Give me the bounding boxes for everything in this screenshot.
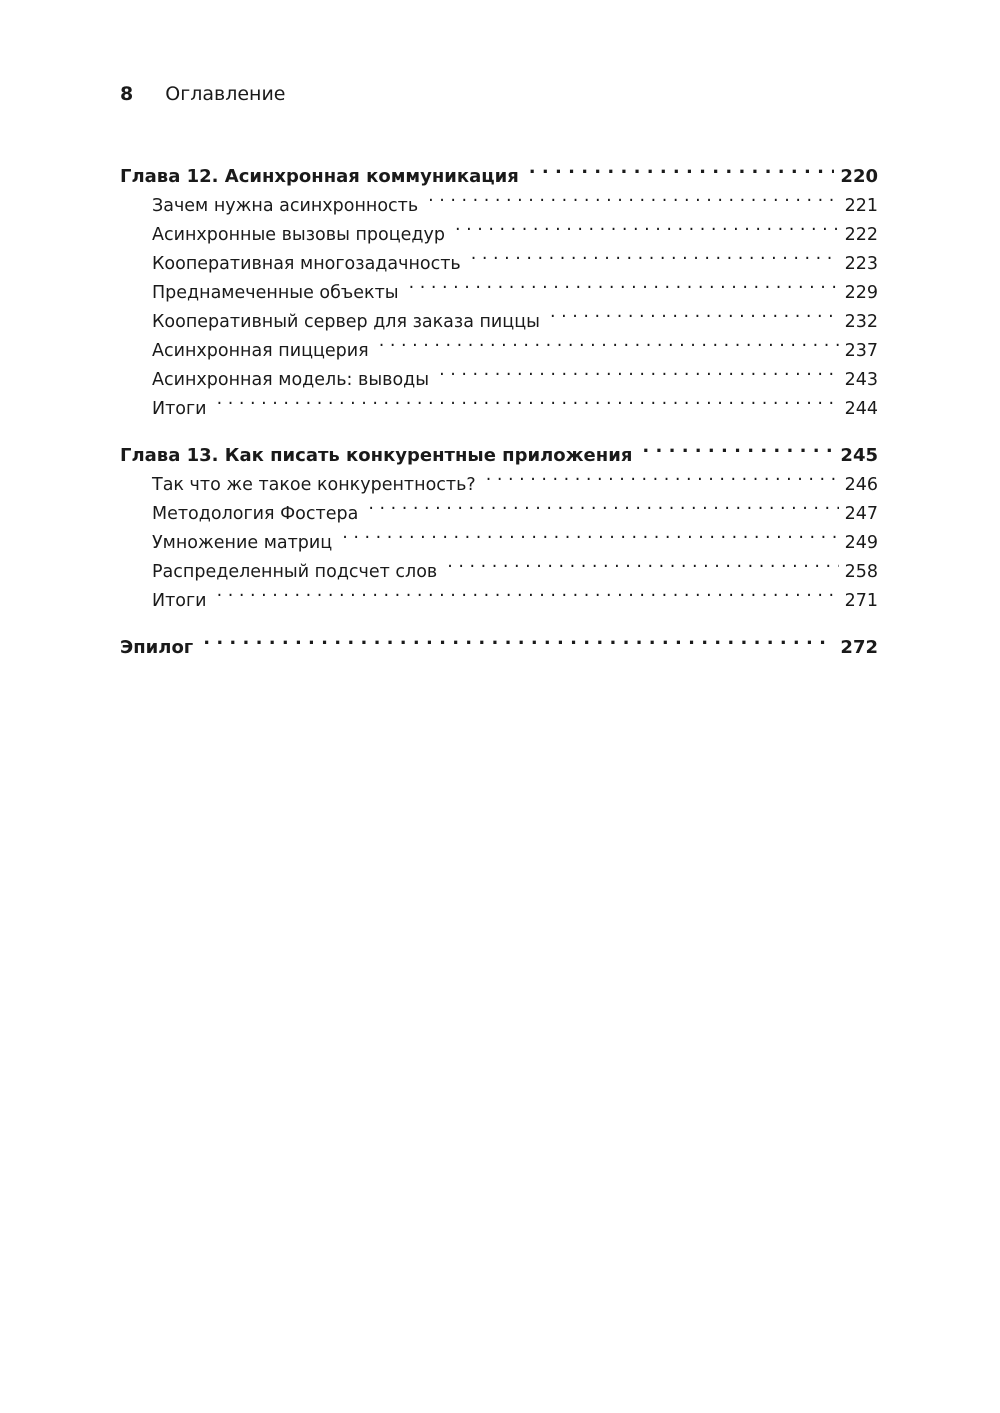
toc-entry-title: Асинхронные вызовы процедур	[152, 225, 445, 245]
toc-entry-title: Умножение матриц	[152, 533, 333, 553]
toc-leader-dots	[529, 153, 835, 182]
toc-entry-title: Так что же такое конкурентность?	[152, 475, 476, 495]
page-number: 8	[120, 83, 134, 105]
toc-section-chapter-13	[120, 432, 878, 611]
toc-epilogue-entry[interactable]	[120, 624, 878, 658]
toc-page-number: 245	[840, 445, 878, 466]
toc-leader-dots	[368, 490, 838, 519]
toc-entry-title: Зачем нужна асинхронность	[152, 196, 419, 216]
toc-leader-dots	[471, 240, 839, 269]
toc-entry-title: Кооперативная многозадачность	[152, 254, 461, 274]
toc-page-number: 220	[840, 166, 878, 187]
toc-entry-title: Преднамеченные объекты	[152, 283, 399, 303]
toc-leader-dots	[455, 211, 839, 240]
toc-leader-dots	[550, 298, 839, 327]
toc-leader-dots	[342, 519, 838, 548]
toc-page-number: 246	[844, 475, 878, 495]
toc-page-number: 221	[844, 196, 878, 216]
toc-page-number: 258	[844, 562, 878, 582]
running-title: Оглавление	[165, 83, 286, 105]
toc-entry-title: Распределенный подсчет слов	[152, 562, 438, 582]
toc-page-number: 232	[844, 312, 878, 332]
toc-page-number: 247	[844, 504, 878, 524]
toc-entry-title: Итоги	[152, 591, 207, 611]
toc-chapter-title: Глава 12. Асинхронная коммуникация	[120, 166, 519, 187]
toc-chapter-entry[interactable]	[120, 432, 878, 466]
table-of-contents	[120, 153, 878, 671]
toc-leader-dots	[379, 327, 839, 356]
toc-leader-dots	[217, 385, 839, 414]
toc-entry-title: Кооперативный сервер для заказа пиццы	[152, 312, 540, 332]
toc-entry-title: Асинхронная модель: выводы	[152, 370, 430, 390]
toc-section-chapter-12	[120, 153, 878, 419]
toc-entry-title: Методология Фостера	[152, 504, 359, 524]
toc-leader-dots	[447, 548, 838, 577]
toc-chapter-entry[interactable]	[120, 153, 878, 187]
toc-entry[interactable]	[120, 385, 878, 419]
toc-leader-dots	[486, 461, 839, 490]
toc-chapter-title: Эпилог	[120, 637, 194, 658]
page-header	[120, 80, 286, 108]
toc-page-number: 249	[844, 533, 878, 553]
toc-leader-dots	[428, 182, 838, 211]
toc-page-number: 223	[844, 254, 878, 274]
toc-leader-dots	[439, 356, 839, 385]
toc-entry-title: Итоги	[152, 399, 207, 419]
toc-page-number: 237	[844, 341, 878, 361]
toc-leader-dots	[203, 624, 834, 653]
toc-chapter-title: Глава 13. Как писать конкурентные приложения	[120, 445, 633, 466]
toc-leader-dots	[642, 432, 834, 461]
toc-page-number: 244	[844, 399, 878, 419]
toc-page-number: 272	[840, 637, 878, 658]
toc-entry[interactable]	[120, 577, 878, 611]
toc-entry-title: Асинхронная пиццерия	[152, 341, 369, 361]
toc-page-number: 222	[844, 225, 878, 245]
toc-page-number: 229	[844, 283, 878, 303]
toc-section-epilogue	[120, 624, 878, 658]
toc-leader-dots	[217, 577, 839, 606]
toc-leader-dots	[409, 269, 839, 298]
toc-page-number: 271	[844, 591, 878, 611]
toc-page-number: 243	[844, 370, 878, 390]
